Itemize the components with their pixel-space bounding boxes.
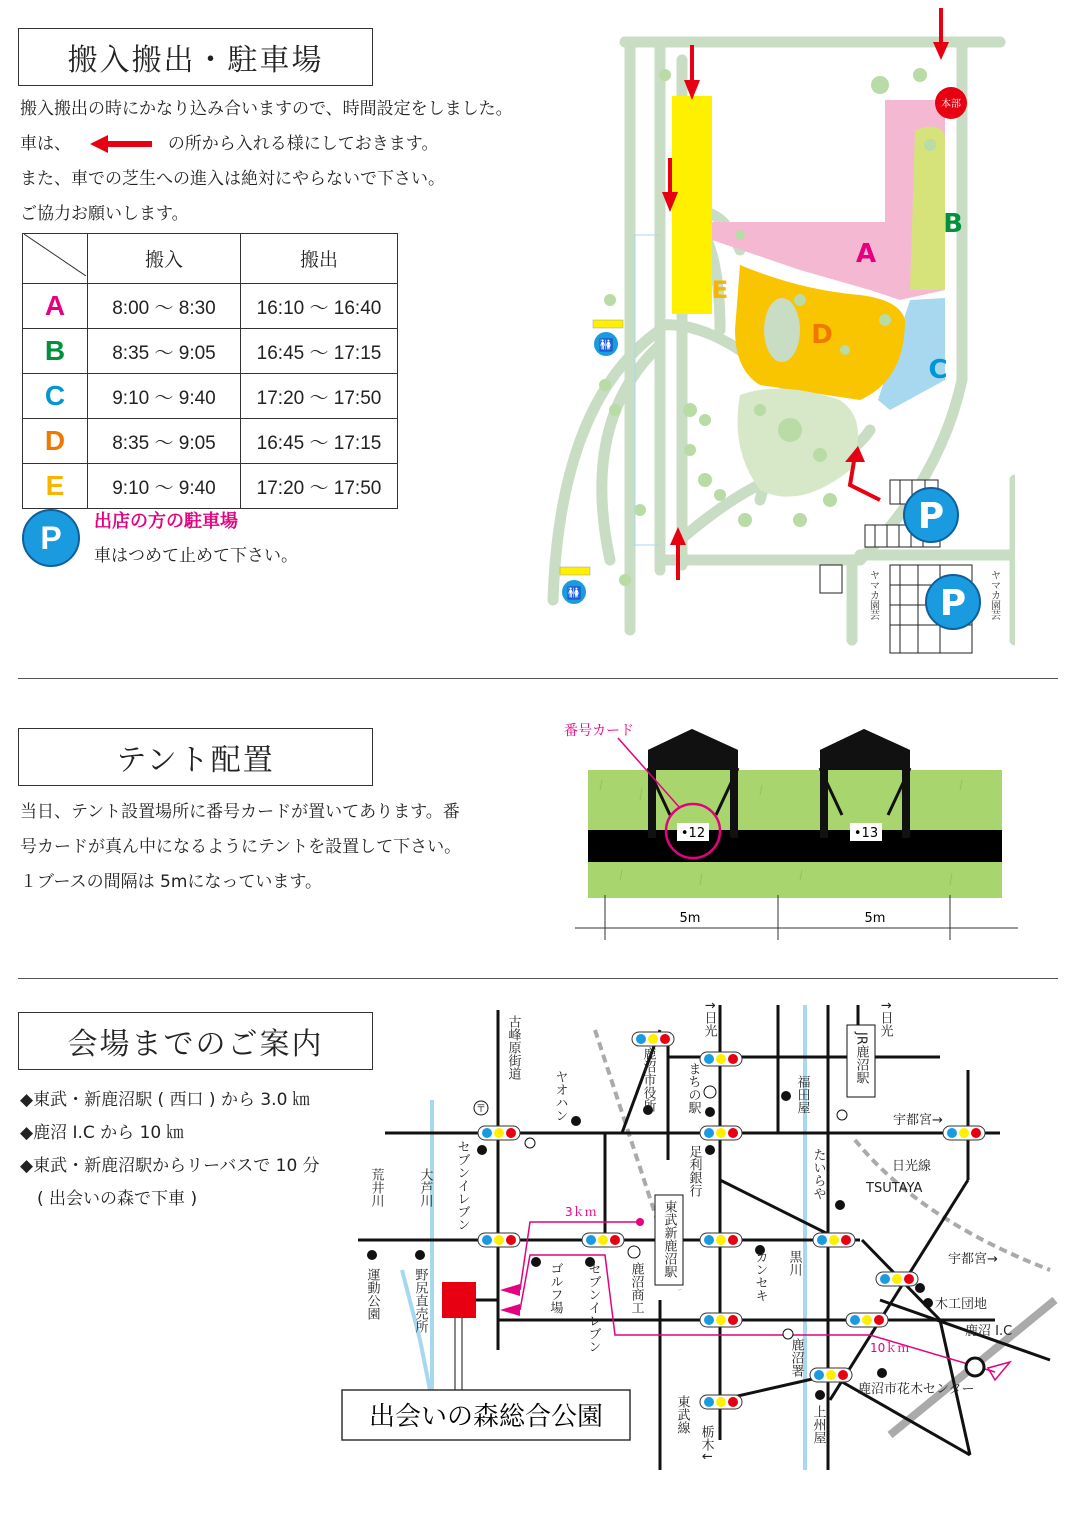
- label-kanseki: カンセキ: [752, 1250, 768, 1302]
- divider: [18, 678, 1058, 679]
- table-row: [23, 329, 398, 374]
- label-mokko: 木工団地: [935, 1297, 988, 1312]
- parking-note: 車はつめて止めて下さい。: [94, 546, 298, 566]
- zone-b-label: B: [943, 209, 963, 239]
- label-nikko1: ↑日光: [701, 1000, 717, 1037]
- section1-line1: 搬入搬出の時にかなり込み合いますので、時間設定をしました。: [20, 99, 513, 119]
- section1-line2a: 車は、: [20, 134, 71, 154]
- direction-item: ◆東武・新鹿沼駅 ( 西口 ) から 3.0 ㎞: [20, 1090, 310, 1110]
- section1-line2: [20, 127, 513, 162]
- direction-item: ( 出会いの森で下車 ): [20, 1189, 198, 1209]
- divider: [18, 978, 1058, 979]
- section3-title: 会場までのご案内: [18, 1012, 373, 1070]
- zone-label: B: [23, 329, 88, 374]
- label-oashi: 大芦川: [417, 1168, 433, 1207]
- card-13: •13: [853, 826, 879, 841]
- label-seven1: セブンイレブン: [454, 1140, 470, 1231]
- direction-item: ◆鹿沼 I.C から 10 ㎞: [20, 1123, 184, 1143]
- label-utsunomiya2: 宇都宮→: [948, 1252, 998, 1267]
- zone-e-label: E: [711, 276, 729, 304]
- red-arrow-icon: [90, 135, 152, 153]
- table-row: [23, 374, 398, 419]
- table-header-row: [23, 234, 398, 284]
- svg-text:🚻: 🚻: [598, 338, 614, 352]
- label-tairaya: たいらや: [810, 1148, 826, 1200]
- section1-line4: ご協力お願いします。: [20, 204, 189, 224]
- svg-text:ヤマカ園芸: ヤマカ園芸: [988, 570, 1000, 620]
- label-ashikaga: 足利銀行: [686, 1145, 702, 1197]
- yamaka-label-right: [989, 570, 1001, 621]
- zone-label: C: [23, 374, 88, 419]
- venue-label: 出会いの森総合公園: [368, 1402, 604, 1432]
- zone-c-label: C: [928, 355, 948, 385]
- out-time: 16:45 ～ 17:15: [241, 329, 398, 374]
- diagonal-line: [24, 234, 86, 276]
- label-kurokawa: 黒川: [786, 1250, 802, 1276]
- section1-line2b: の所から入れる様にしておきます。: [167, 134, 439, 154]
- svg-text:〒: 〒: [476, 1104, 486, 1115]
- in-time: 8:35 ～ 9:05: [88, 419, 241, 464]
- label-kaki: 鹿沼市花木センター: [858, 1382, 975, 1397]
- zone-b-area: [910, 127, 945, 290]
- zone-e-area: [672, 96, 712, 314]
- label-tochigi: 栃木↓: [698, 1425, 714, 1462]
- zone-a-label: A: [855, 239, 877, 269]
- section3-directions: [20, 1084, 320, 1216]
- police-icon: [837, 1110, 847, 1120]
- label-utsunomiya1: 宇都宮→: [893, 1113, 943, 1128]
- zone-d-label: D: [811, 320, 833, 350]
- ic-marker: [966, 1358, 984, 1376]
- section1-description: [20, 92, 513, 232]
- section2-line1: 当日、テント設置場所に番号カードが置いてあります。番: [20, 802, 460, 822]
- table-row: [23, 464, 398, 509]
- table-corner-cell: [23, 234, 88, 284]
- label-machinoeki: まちの駅: [685, 1062, 701, 1114]
- direction-item: ◆東武・新鹿沼駅からリーバスで 10 分: [20, 1156, 320, 1176]
- label-shiyakusho: 鹿沼市役所: [640, 1047, 656, 1112]
- label-undo: 運動公園: [364, 1268, 380, 1320]
- police-icon: [525, 1138, 535, 1148]
- parking-title: 出店の方の駐車場: [94, 511, 238, 532]
- label-arai: 荒井川: [368, 1168, 384, 1207]
- label-nikko2: ↑日光: [877, 1000, 893, 1037]
- in-time: 9:10 ～ 9:40: [88, 374, 241, 419]
- label-seven2: セブンイレブン: [585, 1262, 601, 1353]
- venue-marker: [442, 1282, 476, 1318]
- svg-text:🚻: 🚻: [566, 586, 582, 600]
- card-12: •12: [680, 826, 706, 841]
- label-yaohan: ヤオハン: [552, 1070, 568, 1122]
- svg-text:P: P: [939, 583, 967, 624]
- section2-line2: 号カードが真ん中になるようにテントを設置して下さい。: [20, 837, 462, 857]
- zone-label: E: [23, 464, 88, 509]
- label-3km: 3ｋｍ: [565, 1205, 597, 1219]
- section2-line3: １ブースの間隔は 5mになっています。: [20, 872, 323, 892]
- card-label: 番号カード: [564, 723, 634, 739]
- label-tobusen: 東武線: [674, 1395, 690, 1434]
- tent-diagram: [560, 712, 1020, 947]
- in-time: 8:35 ～ 9:05: [88, 329, 241, 374]
- label-jr: JR鹿沼駅: [853, 1032, 869, 1084]
- label-tsutaya: TSUTAYA: [866, 1181, 923, 1196]
- honbu-label: 本部: [941, 99, 961, 110]
- label-keisatsu: 鹿沼署: [788, 1338, 804, 1377]
- section1-title: 搬入搬出・駐車場: [18, 28, 373, 86]
- section2-description: [20, 795, 461, 900]
- table-row: [23, 419, 398, 464]
- in-time: 8:00 ～ 8:30: [88, 284, 241, 329]
- schedule-table: [22, 233, 398, 509]
- zone-label: A: [23, 284, 88, 329]
- svg-text:P: P: [917, 496, 945, 537]
- in-time: 9:10 ～ 9:40: [88, 464, 241, 509]
- subway-icon: [704, 1086, 716, 1098]
- svg-text:ヤマカ園芸: ヤマカ園芸: [867, 570, 879, 620]
- label-fukudaya: 福田屋: [794, 1075, 810, 1114]
- park-map: [545, 0, 1015, 660]
- label-ic: 鹿沼 I.C: [965, 1324, 1013, 1339]
- label-nojiri: 野尻直売所: [412, 1268, 428, 1333]
- school-icon: [628, 1246, 640, 1258]
- zone-label: D: [23, 419, 88, 464]
- out-time: 17:20 ～ 17:50: [241, 374, 398, 419]
- label-10km: 10ｋｍ: [870, 1341, 910, 1355]
- label-golf: ゴルフ場: [547, 1262, 563, 1314]
- header-in: 搬入: [88, 234, 241, 284]
- access-map: [340, 990, 1060, 1480]
- section1-line3: また、車での芝生への進入は絶対にやらないで下さい。: [20, 169, 445, 189]
- label-joshuya: 上州屋: [810, 1405, 826, 1444]
- table-row: [23, 284, 398, 329]
- parking-badge-icon: P: [22, 509, 80, 567]
- yamaka-label-left: [868, 570, 880, 621]
- label-kobo: 古峰原街道: [505, 1015, 521, 1080]
- section2-title: テント配置: [18, 728, 373, 786]
- dim-5m-2: 5m: [864, 911, 886, 926]
- dim-5m-1: 5m: [679, 911, 701, 926]
- label-shoko: 鹿沼商工: [628, 1262, 644, 1314]
- out-time: 17:20 ～ 17:50: [241, 464, 398, 509]
- label-tobu-station: 東武新鹿沼駅: [661, 1200, 677, 1278]
- label-nikkosen: 日光線: [892, 1159, 932, 1174]
- out-time: 16:45 ～ 17:15: [241, 419, 398, 464]
- out-time: 16:10 ～ 16:40: [241, 284, 398, 329]
- header-out: 搬出: [241, 234, 398, 284]
